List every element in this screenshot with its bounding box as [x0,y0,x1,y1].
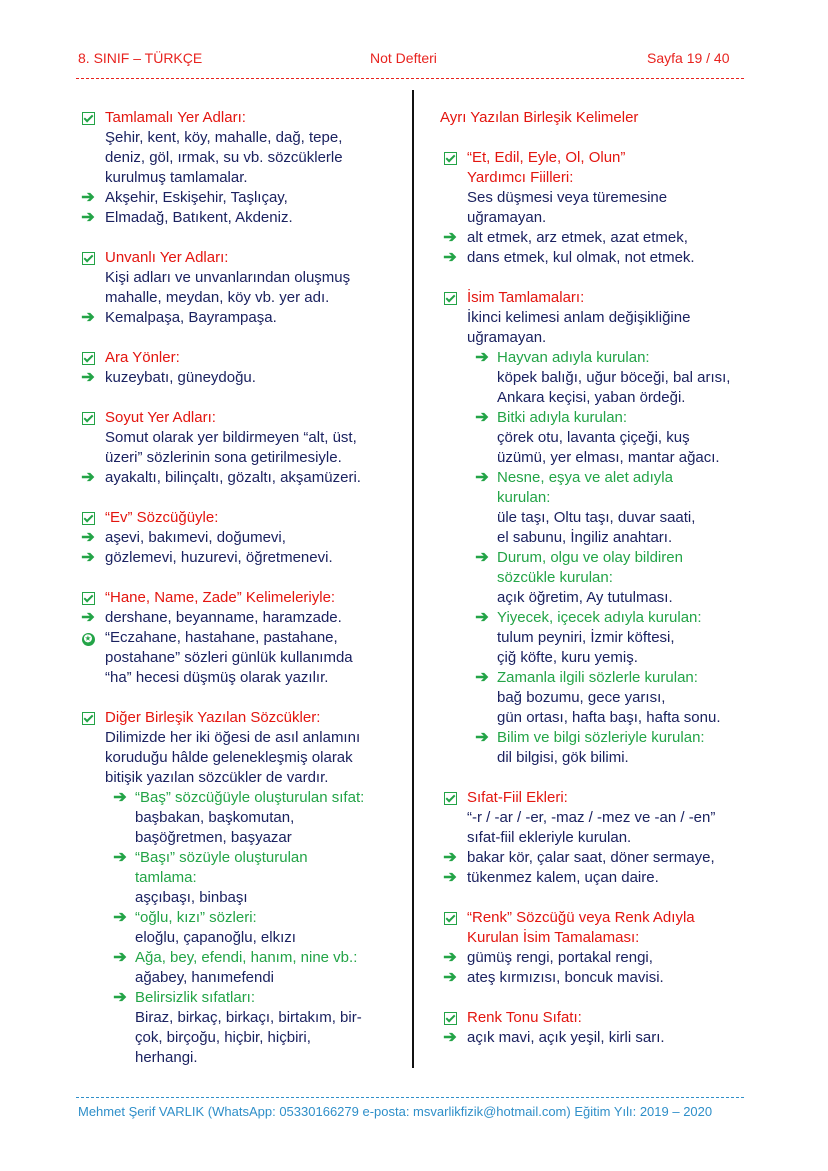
example-item [440,668,770,688]
item-text: Şehir, kent, köy, mahalle, dağ, tepe, deniz, göl, ırmak, su vb. sözcüklerle kurulmuş tamlamalar. [105,129,343,186]
example-item [440,948,770,968]
item-text: tükenmez kalem, uçan daire. [467,869,659,886]
item-text: Ses düşmesi veya türemesine uğramayan. [467,189,668,226]
item-text: kuzeybatı, güneydoğu. [105,369,256,386]
section-heading [78,108,408,128]
example-item [78,308,408,328]
item-text: açık mavi, açık yeşil, kirli sarı. [467,1029,665,1046]
section-heading [440,908,770,948]
arrow-right-icon: ➔ [113,909,127,926]
note-text [440,108,770,128]
item-text: Dilimizde her iki öğesi de asıl anlamını koruduğu hâlde gelenekleşmiş olarak bitişik yazılan sözcükler de vardır. [105,729,361,786]
note-text [78,628,408,688]
section-heading [78,248,408,268]
note-text [440,688,770,728]
example-item [440,228,770,248]
note-text [78,808,408,848]
note-text [78,928,408,948]
arrow-right-icon: ➔ [113,989,127,1006]
arrow-right-icon: ➔ [443,969,457,986]
note-section [440,788,770,888]
item-text: ateş kırmızısı, boncuk mavisi. [467,969,664,986]
item-text: alt etmek, arz etmek, azat etmek, [467,229,688,246]
note-section [440,108,770,128]
item-text: “Eczahane, hastahane, pastahane, postahane” sözleri günlük kullanımda “ha” hecesi düşmüş olarak yazılır. [105,629,353,686]
item-text: Ayrı Yazılan Birleşik Kelimeler [440,109,639,126]
section-heading [440,288,770,308]
note-section [440,908,770,988]
example-item [440,468,770,508]
example-item [78,608,408,628]
item-text: bağ bozumu, gece yarısı, gün ortası, hafta başı, hafta sonu. [497,689,721,726]
example-item [78,528,408,548]
item-text: açık öğretim, Ay tutulması. [497,589,673,606]
header-class-subject: 8. SINIF – TÜRKÇE [78,50,203,66]
section-heading [78,408,408,428]
item-text: “Et, Edil, Eyle, Ol, Olun” Yardımcı Fiilleri: [467,149,626,186]
arrow-right-icon: ➔ [475,669,489,686]
item-text: “-r / -ar / -er, -maz / -mez ve -an / -en” sıfat-fiil ekleriyle kurulan. [467,809,716,846]
section-heading [440,148,770,188]
item-text: gözlemevi, huzurevi, öğretmenevi. [105,549,333,566]
item-text: gümüş rengi, portakal rengi, [467,949,653,966]
arrow-right-icon: ➔ [443,229,457,246]
checkbox-checked-icon [440,148,460,171]
item-text: Somut olarak yer bildirmeyen “alt, üst, üzeri” sözlerinin sona getirilmesiyle. [105,429,357,466]
item-text: Tamlamalı Yer Adları: [105,109,246,126]
item-text: Biraz, birkaç, birkaçı, birtakım, bir- çok, birçoğu, hiçbir, hiçbiri, herhangi. [135,1009,362,1066]
example-item [440,608,770,628]
item-text: “Renk” Sözcüğü veya Renk Adıyla Kurulan İsim Tamalaması: [467,909,695,946]
example-item [78,948,408,968]
item-text: Belirsizlik sıfatları: [135,989,256,1006]
item-text: Bilim ve bilgi sözleriyle kurulan: [497,729,705,746]
arrow-right-icon: ➔ [443,249,457,266]
item-text: “oğlu, kızı” sözleri: [135,909,257,926]
section-heading [78,508,408,528]
example-item [78,188,408,208]
note-text [78,128,408,188]
item-text: başbakan, başkomutan, başöğretmen, başyazar [135,809,295,846]
example-item [440,1028,770,1048]
header-page-number: Sayfa 19 / 40 [647,50,730,66]
arrow-right-icon: ➔ [81,189,95,206]
item-text: Durum, olgu ve olay bildiren sözcükle kurulan: [497,549,683,586]
item-text: tulum peyniri, İzmir köftesi, çiğ köfte, kuru yemiş. [497,629,675,666]
arrow-right-icon: ➔ [81,369,95,386]
note-section [78,348,408,388]
example-item [440,968,770,988]
arrow-right-icon: ➔ [443,1029,457,1046]
arrow-right-icon: ➔ [475,349,489,366]
note-text [78,728,408,788]
example-item [78,468,408,488]
item-text: eloğlu, çapanoğlu, elkızı [135,929,296,946]
item-text: dil bilgisi, gök bilimi. [497,749,629,766]
item-text: ağabey, hanımefendi [135,969,274,986]
left-column [78,108,408,1088]
header-title: Not Defteri [370,50,437,66]
arrow-right-icon: ➔ [81,209,95,226]
note-section [440,288,770,768]
footer-credits: Mehmet Şerif VARLIK (WhatsApp: 05330166279 e-posta: msvarlikfizik@hotmail.com) Eğitim Yılı: 2019 – 2020 [78,1104,713,1119]
example-item [78,848,408,888]
note-section [78,248,408,328]
example-item [440,868,770,888]
item-text: Akşehir, Eskişehir, Taşlıçay, [105,189,288,206]
section-heading [78,588,408,608]
item-text: dershane, beyanname, haramzade. [105,609,342,626]
item-text: Bitki adıyla kurulan: [497,409,628,426]
example-item [440,348,770,368]
item-text: ayakaltı, bilinçaltı, gözaltı, akşamüzeri. [105,469,361,486]
arrow-right-icon: ➔ [81,529,95,546]
arrow-right-icon: ➔ [81,309,95,326]
header-divider [76,78,744,79]
arrow-right-icon: ➔ [113,949,127,966]
example-item [440,408,770,428]
note-section [78,708,408,1068]
note-text [440,308,770,348]
item-text: İkinci kelimesi anlam değişikliğine uğramayan. [467,309,691,346]
note-text [78,888,408,908]
footer-divider [76,1097,744,1098]
note-section [78,108,408,228]
section-heading [440,1008,770,1028]
item-text: Sıfat-Fiil Ekleri: [467,789,568,806]
example-item [78,988,408,1008]
item-text: Renk Tonu Sıfatı: [467,1009,582,1026]
item-text: Yiyecek, içecek adıyla kurulan: [497,609,702,626]
star-circle-icon: ✪ [78,628,98,648]
item-text: “Başı” sözüyle oluşturulan tamlama: [135,849,308,886]
arrow-right-icon: ➔ [475,469,489,486]
item-text: Ağa, bey, efendi, hanım, nine vb.: [135,949,358,966]
item-text: “Ev” Sözcüğüyle: [105,509,219,526]
item-text: Diğer Birleşik Yazılan Sözcükler: [105,709,321,726]
item-text: çörek otu, lavanta çiçeği, kuş üzümü, yer elması, mantar ağacı. [497,429,720,466]
item-text: dans etmek, kul olmak, not etmek. [467,249,695,266]
note-section [78,508,408,568]
arrow-right-icon: ➔ [475,549,489,566]
item-text: üle taşı, Oltu taşı, duvar saati, el sabunu, İngiliz anahtarı. [497,509,696,546]
item-text: Unvanlı Yer Adları: [105,249,229,266]
arrow-right-icon: ➔ [443,869,457,886]
item-text: aşevi, bakımevi, doğumevi, [105,529,286,546]
note-text [440,808,770,848]
note-text [78,968,408,988]
note-text [440,368,770,408]
item-text: Hayvan adıyla kurulan: [497,349,650,366]
example-item [78,788,408,808]
item-text: Soyut Yer Adları: [105,409,216,426]
arrow-right-icon: ➔ [443,949,457,966]
note-text [440,188,770,228]
example-item [78,908,408,928]
note-section [78,408,408,488]
item-text: Ara Yönler: [105,349,180,366]
example-item [78,548,408,568]
note-text [440,748,770,768]
arrow-right-icon: ➔ [113,849,127,866]
item-text: Kişi adları ve unvanlarından oluşmuş mahalle, meydan, köy vb. yer adı. [105,269,351,306]
note-text [78,428,408,468]
example-item [78,368,408,388]
example-item [78,208,408,228]
note-text [440,588,770,608]
arrow-right-icon: ➔ [81,549,95,566]
note-text [440,628,770,668]
item-text: İsim Tamlamaları: [467,289,585,306]
example-item [440,548,770,588]
note-text [78,268,408,308]
note-section [440,1008,770,1048]
arrow-right-icon: ➔ [81,469,95,486]
example-item [440,248,770,268]
section-heading [440,788,770,808]
note-text [440,508,770,548]
note-section [78,588,408,688]
column-divider [412,90,414,1068]
section-heading [78,348,408,368]
checkbox-checked-icon [440,908,460,931]
example-item [440,728,770,748]
item-text: aşçıbaşı, binbaşı [135,889,248,906]
arrow-right-icon: ➔ [443,849,457,866]
item-text: “Baş” sözcüğüyle oluşturulan sıfat: [135,789,365,806]
item-text: köpek balığı, uğur böceği, bal arısı, Ankara keçisi, yaban ördeği. [497,369,731,406]
section-heading [78,708,408,728]
note-section [440,148,770,268]
note-text [78,1008,408,1068]
item-text: bakar kör, çalar saat, döner sermaye, [467,849,715,866]
example-item [440,848,770,868]
note-text [440,428,770,468]
item-text: Nesne, eşya ve alet adıyla kurulan: [497,469,673,506]
item-text: Zamanla ilgili sözlerle kurulan: [497,669,698,686]
arrow-right-icon: ➔ [475,409,489,426]
item-text: “Hane, Name, Zade” Kelimeleriyle: [105,589,336,606]
arrow-right-icon: ➔ [475,609,489,626]
item-text: Elmadağ, Batıkent, Akdeniz. [105,209,293,226]
right-column [440,108,770,1068]
item-text: Kemalpaşa, Bayrampaşa. [105,309,277,326]
arrow-right-icon: ➔ [113,789,127,806]
arrow-right-icon: ➔ [475,729,489,746]
arrow-right-icon: ➔ [81,609,95,626]
